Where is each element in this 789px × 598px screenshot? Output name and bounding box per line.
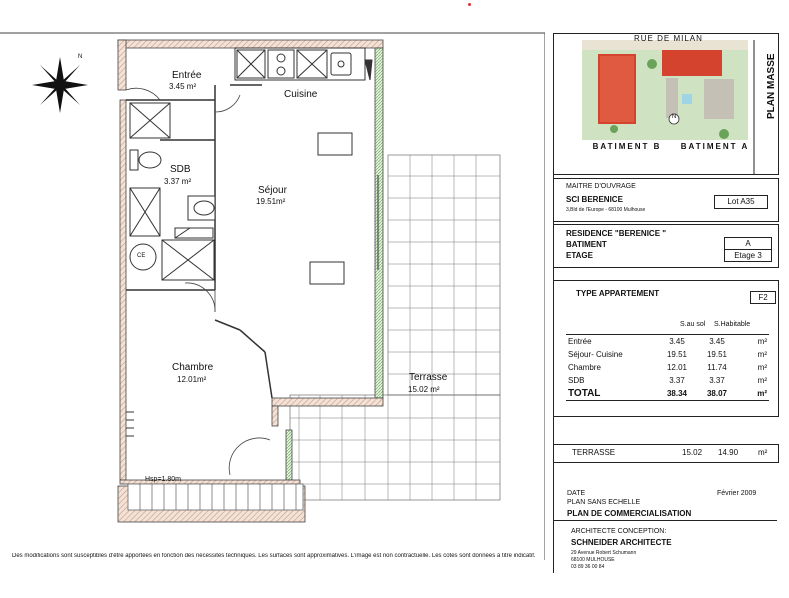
architect-addr1: 29 Avenue Robert Schumann [571, 550, 637, 556]
etage-value: Etage 3 [724, 249, 772, 262]
row-unit: m² [757, 363, 767, 372]
total-name: TOTAL [568, 388, 601, 399]
shower-tray [130, 188, 160, 236]
table-row [566, 348, 769, 361]
street-name: RUE DE MILAN [634, 34, 703, 43]
owner-name: SCI BERENICE [566, 195, 623, 204]
terrace-hab: 14.90 [718, 448, 739, 457]
row-unit: m² [757, 337, 767, 346]
table-row [566, 335, 769, 349]
compass-rose [32, 57, 88, 113]
surface-table [566, 334, 769, 401]
disclaimer-text: Des modifications sont susceptibles d'être apportées en fonction des nécessités techniques. Les surfaces sont approximatives. L'image est non contractuelle. Les cotes sont données à titre indicatif. [12, 553, 536, 559]
terrace-panel [553, 444, 779, 463]
hsp-label: Hsp=1.80m [145, 476, 181, 483]
total-sol: 38.34 [666, 389, 688, 398]
terrace-sol: 15.02 [682, 448, 703, 457]
owner-address: 3,Bld de l'Europe - 68100 Mulhouse [566, 207, 646, 213]
apartment-panel [553, 280, 779, 417]
batiment-label: BATIMENT [566, 240, 607, 249]
room-area-chambre: 12.01m² [177, 375, 207, 384]
row-hab: 11.74 [707, 363, 727, 372]
apartment-heading: TYPE APPARTEMENT [576, 289, 660, 298]
row-unit: m² [757, 350, 767, 359]
architect-addr2: 68100 MULHOUSE [571, 557, 615, 563]
building-b-label: BATIMENT B [592, 142, 662, 151]
residence-name: RESIDENCE "BERENICE " [566, 229, 667, 238]
row-unit: m² [757, 376, 767, 385]
row-sol: 19.51 [666, 350, 688, 359]
col-sol-header: S.au sol [680, 321, 706, 328]
row-name: SDB [568, 376, 585, 385]
room-name-terrasse: Terrasse [409, 372, 448, 383]
title-block-border [553, 33, 554, 573]
total-hab: 38.07 [706, 389, 728, 398]
wc-icon [130, 150, 161, 170]
date-label: DATE [567, 490, 586, 497]
room-name-entree: Entrée [172, 70, 202, 81]
table-row [566, 374, 769, 387]
room-name-cuisine: Cuisine [284, 89, 318, 100]
architect-phone: 03 89 36 00 84 [571, 564, 605, 570]
total-row [566, 387, 769, 401]
shower-closet [130, 103, 170, 138]
room-area-terrasse: 15.02 m² [408, 385, 440, 394]
residence-panel [553, 224, 779, 268]
row-sol: 3.45 [669, 337, 685, 346]
terrace-grid [290, 155, 500, 500]
room-name-chambre: Chambre [172, 362, 214, 373]
row-sol: 3.37 [669, 376, 685, 385]
terrace-unit: m² [758, 448, 768, 457]
room-area-sejour: 19.51m² [256, 197, 286, 206]
room-area-sdb: 3.37 m² [164, 177, 192, 186]
batiment-value: A [724, 237, 772, 250]
owner-heading: MAITRE D'OUVRAGE [566, 183, 636, 190]
site-north-label: N [672, 114, 677, 120]
date-line2: PLAN DE COMMERCIALISATION [567, 509, 692, 518]
row-sol: 12.01 [666, 363, 688, 372]
architect-name: SCHNEIDER ARCHITECTE [571, 538, 672, 547]
site-plan-image [554, 34, 778, 174]
col-hab-header: S.Habitable [714, 321, 751, 328]
apartment-type: F2 [750, 291, 776, 304]
table-row [566, 361, 769, 374]
row-hab: 19.51 [706, 350, 728, 359]
ce-label: CE [137, 253, 146, 259]
row-hab: 3.37 [709, 376, 725, 385]
row-name: Séjour- Cuisine [568, 350, 623, 359]
compass-north-label: N [78, 54, 83, 60]
kitchen-counter [235, 48, 372, 80]
date-line1: PLAN SANS ECHELLE [567, 499, 641, 506]
architect-heading: ARCHITECTE CONCEPTION: [571, 528, 667, 535]
site-plan-title: PLAN MASSE [766, 53, 777, 119]
owner-panel [553, 178, 779, 222]
architect-panel [553, 524, 777, 574]
total-unit: m² [757, 389, 767, 398]
row-name: Entrée [568, 337, 592, 346]
etage-label: ETAGE [566, 251, 593, 260]
terrace-name: TERRASSE [572, 448, 616, 457]
room-name-sejour: Séjour [258, 185, 287, 196]
room-name-sdb: SDB [170, 164, 191, 175]
basin-icon [188, 196, 215, 220]
lot-number-box: Lot A35 [714, 195, 768, 209]
date-value: Février 2009 [717, 490, 757, 497]
row-hab: 3.45 [709, 337, 725, 346]
room-area-entree: 3.45 m² [169, 82, 197, 91]
row-name: Chambre [568, 363, 601, 372]
date-panel [553, 486, 777, 521]
site-plan-panel [553, 33, 779, 175]
building-a-label: BATIMENT A [680, 142, 750, 151]
